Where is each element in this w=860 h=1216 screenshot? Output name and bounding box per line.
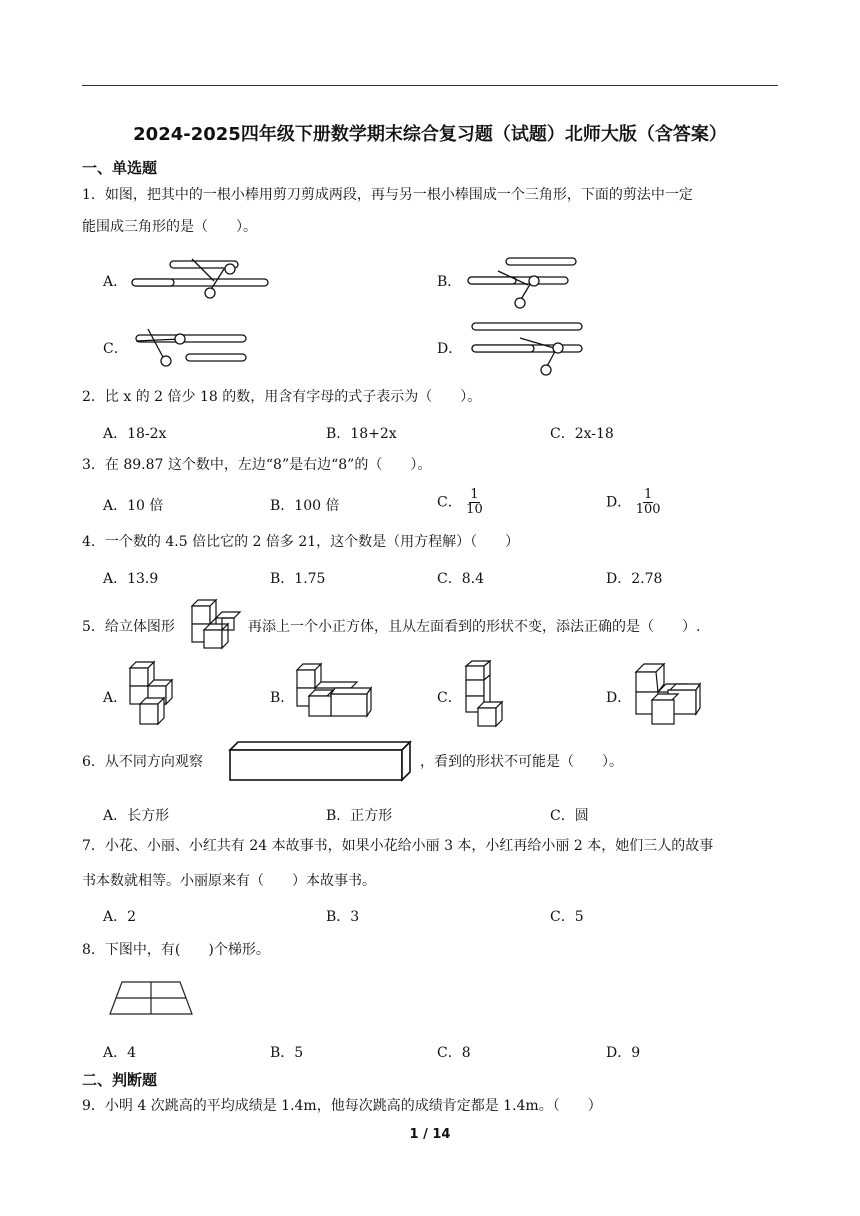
q5-option-b: B．	[270, 690, 295, 706]
sticks-figure-c	[134, 325, 250, 369]
q2-option-c: C．2x-18	[550, 426, 614, 442]
cubes-option-b	[295, 662, 373, 722]
cube-stack-figure	[190, 598, 242, 658]
q1-option-c: C．	[103, 341, 128, 357]
scissors-icon	[520, 338, 563, 375]
question-4: 4．一个数的 4.5 倍比它的 2 倍多 21，这个数是（用方程解）（ ）	[82, 534, 520, 550]
header-rule	[82, 85, 778, 86]
q3-option-c-label: C．	[437, 494, 462, 511]
cuboid-figure	[228, 740, 414, 784]
sticks-figure-d	[470, 320, 586, 376]
section-heading-single-choice: 一、单选题	[82, 159, 158, 177]
q4-option-d: D．2.78	[606, 571, 663, 587]
q5-option-c: C．	[437, 690, 462, 706]
q6-option-b: B．正方形	[326, 808, 393, 824]
q3-option-b: B．100 倍	[270, 498, 340, 514]
q4-option-c: C．8.4	[437, 571, 484, 587]
page-number: 1 / 14	[409, 1127, 451, 1142]
q3-option-d	[606, 488, 661, 517]
question-5-prefix: 5．给立体图形	[82, 619, 175, 635]
question-5-suffix: 再添上一个小正方体，且从左面看到的形状不变，添法正确的是（ ）.	[248, 619, 701, 635]
q2-option-b: B．18+2x	[326, 426, 397, 442]
fraction-numerator: 1	[470, 487, 479, 502]
q3-option-a: A．10 倍	[103, 498, 164, 514]
q1-option-d: D．	[437, 341, 463, 357]
fraction-denominator: 10	[466, 502, 483, 517]
question-7-line2: 书本数就相等。小丽原来有（ ）本故事书。	[82, 873, 376, 889]
q8-option-a: A．4	[103, 1045, 137, 1061]
question-1-line1: 1．如图，把其中的一根小棒用剪刀剪成两段，再与另一根小棒围成一个三角形，下面的剪法中一定	[82, 187, 693, 203]
question-8: 8．下图中，有( )个梯形。	[82, 942, 270, 958]
sticks-figure-b	[466, 255, 586, 311]
q1-option-b: B．	[437, 274, 462, 290]
fraction-denominator: 100	[635, 502, 661, 517]
fraction-numerator: 1	[643, 487, 653, 502]
cubes-option-d	[634, 662, 702, 728]
page-title: 2024-2025四年级下册数学期末综合复习题（试题）北师大版（含答案）	[133, 124, 727, 145]
fraction-one-hundredth	[636, 488, 661, 517]
q6-option-a: A．长方形	[103, 808, 170, 824]
q7-option-b: B．3	[326, 909, 360, 925]
cubes-option-a	[128, 660, 180, 728]
q8-option-b: B．5	[270, 1045, 304, 1061]
q7-option-c: C．5	[550, 909, 584, 925]
q5-option-d: D．	[606, 690, 632, 706]
q4-option-b: B．1.75	[270, 571, 326, 587]
q8-option-d: D．9	[606, 1045, 641, 1061]
question-6-suffix: ，看到的形状不可能是（ ）。	[420, 754, 623, 770]
cubes-option-c	[462, 660, 512, 730]
q1-option-a: A．	[103, 274, 128, 290]
q3-option-c	[437, 488, 483, 517]
question-3: 3．在 89.87 这个数中，左边“8”是右边“8”的（ ）。	[82, 457, 432, 473]
question-2: 2．比 x 的 2 倍少 18 的数，用含有字母的式子表示为（ ）。	[82, 389, 482, 405]
q8-option-c: C．8	[437, 1045, 471, 1061]
question-6-prefix: 6．从不同方向观察	[82, 754, 203, 770]
q4-option-a: A．13.9	[103, 571, 159, 587]
question-9: 9．小明 4 次跳高的平均成绩是 1.4m，他每次跳高的成绩肯定都是 1.4m。（ ）	[82, 1098, 602, 1114]
q6-option-c: C．圆	[550, 808, 589, 824]
question-1-line2: 能围成三角形的是（ ）。	[82, 219, 257, 235]
question-7-line1: 7．小花、小丽、小红共有 24 本故事书，如果小花给小丽 3 本，小红再给小丽 2 本，她们三人的故事	[82, 838, 714, 854]
sticks-figure-a	[130, 255, 270, 303]
fraction-one-tenth	[466, 488, 483, 517]
q5-option-a: A．	[103, 690, 128, 706]
q3-option-d-label: D．	[606, 494, 632, 511]
q2-option-a: A．18-2x	[103, 426, 167, 442]
section-heading-true-false: 二、判断题	[82, 1071, 158, 1089]
q7-option-a: A．2	[103, 909, 137, 925]
trapezoid-grid-figure	[108, 978, 194, 1018]
